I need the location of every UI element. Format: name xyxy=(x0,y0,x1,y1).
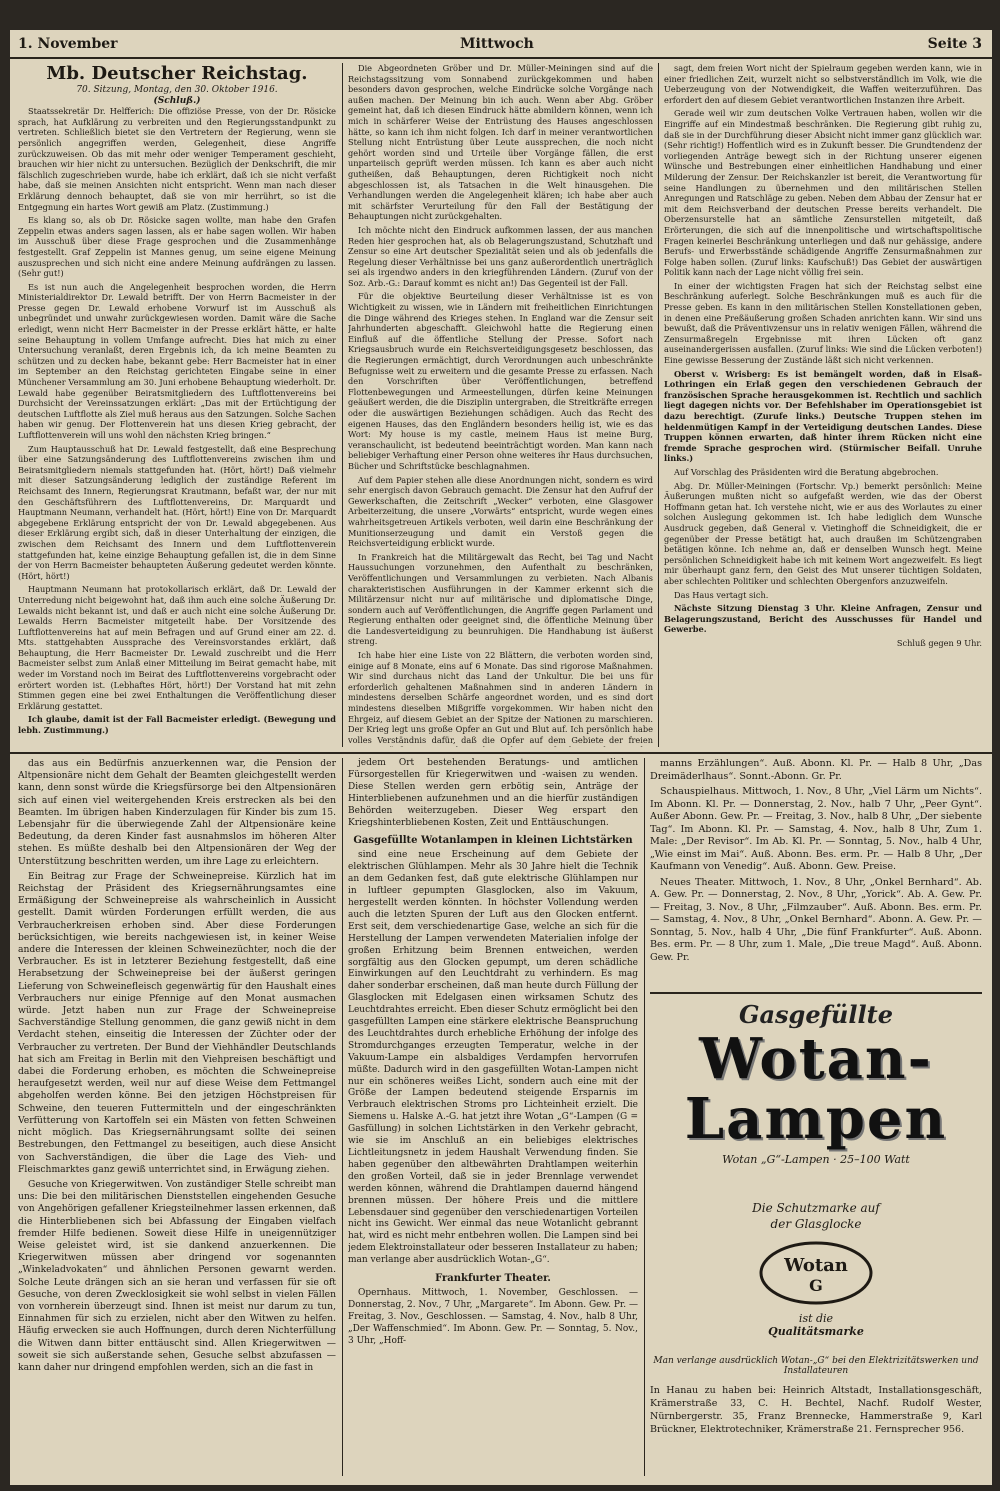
emblem-caption-line: ist die xyxy=(798,1312,834,1325)
ad-rule xyxy=(650,992,982,994)
reichstag-paragraph: Oberst v. Wrisberg: Es ist bemängelt worden, daß in Elsaß-Lothringen ein Erlaß gegen den verschiedenen Gebrauch der französischen Sprache herausgekommen ist. Rechtlich und sachlich liegt dagegen nichts vor. Der Befehlshaber im Operationsgebiet ist dazu berechtigt. (Zurufe links.) Deutsche Truppen stehen im heldenmütigen Kampf in der Verteidigung deutschen Landes. Diese Truppen können erwarten, daß hinter ihrem Rücken nicht eine fremde Sprache gesprochen wird. (Stürmischer Beifall. Unruhe links.) xyxy=(664,368,982,464)
reichstag-paragraph: Ich möchte nicht den Eindruck aufkommen lassen, der aus manchen Reden hier gesprochen hat, als ob Belagerungszustand, Schutzhaft und Zensur so eine Art deutscher Spezialität seien und als ob jedenfalls die Regelung dieser Verhältnisse bei uns ganz außerordentlich unerträglich sei als irgendwo anders in den kriegführenden Ländern. (Zuruf von der Soz. Arb.-G.: Darauf kommt es nicht an!) Das Gegenteil ist der Fall. xyxy=(348,224,653,288)
wotan-lamp-advertisement xyxy=(650,1000,982,1480)
emblem-caption-line: Qualitätsmarke xyxy=(768,1325,864,1338)
reichstag-paragraph: Abg. Dr. Müller-Meiningen (Fortschr. Vp.) bemerkt persönlich: Meine Äußerungen mußten nicht so aufgefaßt werden, wie das der Oberst Hoffmann getan hat. Ich verstehe nicht, wie er aus des Worlautes zu einer solchen Auslegung gekommen ist. Ich habe lediglich dem Wunsche Ausdruck gegeben, daß General v. Vietinghoff die Schneidigkeit, die er gegenüber der Presse betätigt hat, auch draußen im Schützengraben betätigen könne. Ich nehme an, daß er denselben Wunsch hegt. Meine persönlichen Schneidigkeit habe ich mit keinem Wort angezweifelt. Es liegt mir überhaupt ganz fern, den Geist des Mut unserer tüchtigen Soldaten, aber schlechten Politiker und schlechten Obergenfors anzuzweifeln. xyxy=(664,480,982,586)
lamp-article-heading: Gasgefüllte Wotanlampen in kleinen Lichtstärken xyxy=(353,835,633,847)
news-paragraph: das aus ein Bedürfnis anzuerkennen war, die Pension der Altpensionäre nicht dem Gehalt der Beamten gleichgestellt werden kann, denn sonst würde die Kriegsfürsorge bei den Altpensionären sich auf einen viel weitergehenden Kreis erstrecken als bei den Beamten. Im übrigen haben Kinderzulagen für Kinder bis zum 15. Lebensjahr für die überwiegende Zahl der Altpensionäre keine Bedeutung, da deren Kinder fast ausnahmslos im höheren Alter stehen. Es müßte deshalb bei den Altpensionären der Weg der Unterstützung beschritten werden, um ihre Lage zu erleichtern. xyxy=(18,758,336,867)
reichstag-paragraph: Staatssekretär Dr. Helfferich: Die offiziöse Presse, von der Dr. Rösicke sprach, hat Aufklärung zu verbreiten und den Regierungsstandpunkt zu vertreten. Schließlich bietet sie den Vertretern der Regierung, wenn sie persönlich angegriffen werden, Gelegenheit, diese Angriffe zurückzuweisen. Ob das mit mehr oder weniger Temperament geschieht, brauchen wir hier nicht zu untersuchen. Bezüglich der Denkschrift, die mir fälschlich zugeschrieben wurde, habe ich erklärt, daß ich sie nicht verfaßt habe, daß sie meinen Ansichten nicht entspricht. Wenn man nach dieser Erklärung dennoch behauptet, daß sie von mir herrührt, so ist die Entgegnung ein hartes Wort gewiß am Platz. (Zustimmung.) xyxy=(18,106,336,212)
reichstag-paragraph: Zum Hauptausschuß hat Dr. Lewald festgestellt, daß eine Besprechung über eine Satzungsänderung des Luftflottenvereins zwischen ihm und Beiratsmitgliedern niemals stattgefunden hat. (Hört, hört!) Daß vielmehr mit dieser Satzungsänderung lediglich der zuständige Referent im Reichsamt des Innern, Regierungsrat Krautmann, befaßt war, der nur mit den Geschäftsführern des Luftflottenvereins, Dr. Marquardt und Hauptmann Neumann, verhandelt hat. (Hört, hört!) Eine von Dr. Marquardt abgegebene Erklärung entspricht der von Dr. Lewald abgegebenen. Aus dieser Erklärung ergibt sich, daß in dieser Unterhaltung der einzigen, die zwischen dem Reichsamt des Innern und dem Luftflottenverein stattgefunden hat, keine einzige Behauptung gefallen ist, die in dem Sinne der von Herrn Bacmeister behaupteten Äußerung gedeutet werden könnte. (Hört, hört!) xyxy=(18,443,336,581)
header-page-number: Seite 3 xyxy=(927,36,982,52)
section-rule xyxy=(10,752,992,754)
local-news-column xyxy=(18,758,336,1478)
reichstag-paragraph: Hauptmann Neumann hat protokollarisch erklärt, daß Dr. Lewald der Unterredung nicht beigewohnt hat, daß ihm auch eine solche Äußerung Dr. Lewalds nicht bekannt ist, und daß er auch nicht eine solche Äußerung Dr. Lewalds Herrn Bacmeister mitgeteilt habe. Der Vorsitzende des Luftflottenvereins hat auf mein Befragen und auf Grund einer am 22. d. Mts. stattgehabten Aussprache des Vereinsvorstandes erklärt, daß Behauptung, die Herr Bacmeister Dr. Lewald zuschreibt und die Herr Bacmeister selbst zum Anlaß einer Mitteilung im Beirat gemacht habe, mit weder im Vorstand noch im Beirat des Luftflottenvereins vorgebracht oder erörtert worden ist. (Lebhaftes Hört, hört!) Der Vorstand hat mit zehn Stimmen gegen eine bei zwei Enthaltungen die Veröffentlichung dieser Erklärung gestattet. xyxy=(18,584,336,711)
news-paragraph: Gesuche von Kriegerwitwen. Von zuständiger Stelle schreibt man uns: Die bei den militärischen Dienststellen eingehenden Gesuche von Angehörigen gefallener Kriegsteilnehmer lassen erkennen, daß die Hinterbliebenen sich bei Abfassung der Eingaben vielfach fremder Hilfe bedienen. Soweit diese Hilfe in uneigennütziger Weise geleistet wird, ist sie dankend anzuerkennen. Die Kriegerwitwen müssen aber dringend vor sogenannten „Winkeladvokaten“ und ähnlichen Personen gewarnt werden. Solche Leute drängen sich an sie heran und verfassen für sie oft Gesuche, von deren Zwecklosigkeit sie wohl selbst in vielen Fällen von vornherein überzeugt sind. Ihnen ist meist nur darum zu tun, Einnahmen für sich zu erzielen, nicht aber den Witwen zu helfen. Häufig erwecken sie auch Hoffnungen, durch deren Nichterfüllung die Witwen dann bitter enttäuscht sind. Allen Kriegerwitwen — soweit sie sich außerstande sehen, Gesuche selbst abzufassen — kann daher nur dringend empfohlen werden, sich an die fast in xyxy=(18,1178,336,1373)
reichstag-continuation: (Schluß.) xyxy=(153,95,201,106)
reichstag-paragraph: Es klang so, als ob Dr. Rösicke sagen wollte, man habe den Grafen Zeppelin etwas anders sagen lassen, als er habe sagen wollen. Wir haben im Ausschuß über diese Frage gesprochen und die Zusammenhänge festgestellt. Graf Zeppelin ist Mannes genug, um seine eigene Meinung auszusprechen und sich nicht eine andere Meinung aufdrängen zu lassen. (Sehr gut!) xyxy=(18,215,336,279)
reichstag-title: Mb. Deutscher Reichstag. xyxy=(46,63,308,84)
reichstag-column xyxy=(18,63,336,747)
ad-trademark-caption xyxy=(650,1200,982,1232)
emblem-brand: Wotan xyxy=(784,1255,848,1276)
reichstag-paragraph: Die Abgeordneten Gröber und Dr. Müller-Meiningen sind auf die Reichstagssitzung vom Sonnabend zurückgekommen und haben besonders davon gesprochen, welche Eindrücke solche Vorgänge nach außen machen. Der Meinung bin ich auch. Wenn aber Abg. Gröber gemeint hat, daß ich diesen Eindruck hätte abmildern können, wenn ich mich in schärferer Weise der Entrüstung des Hauses angeschlossen hätte, so kann ich ihm nicht folgen. Ich darf in meiner verantwortlichen Stellung nicht Entrüstung über Leute aussprechen, die noch nicht gehört worden sind und Urteile über Vorgänge fällen, die erst unparteiisch geprüft werden müssen. Ich kann es aber auch nicht gutheißen, daß Behauptungen, deren Richtigkeit noch nicht abgeschlossen ist, als Tatsachen in die Welt hinausgehen. Die Verhandlungen werden die Angelegenheit klären; ich habe aber auch mit schärfster Verurteilung für den Fall der Bestätigung der Behauptungen nicht zurückgehalten. xyxy=(348,63,653,222)
reichstag-paragraph: Es ist nun auch die Angelegenheit besprochen worden, die Herrn Ministerialdirektor Dr. Lewald betrifft. Der von Herrn Bacmeister in der Presse gegen Dr. Lewald erhobene Vorwurf ist im Ausschuß als unbegründet und unwahr zurückgewiesen worden. Damit wäre die Sache erledigt, wenn nicht Herr Bacmeister in der Presse erklärt hätte, er halte seine Behauptung in vollem Umfange aufrecht. Dies hat mich zu einer Untersuchung veranlaßt, deren Ergebnis ich, da ich meine Beamten zu schützen und zu decken habe, bekannt gebe: Herr Bacmeister hat in einer im September an den Reichstag gerichteten Eingabe seine in einer Münchener Versammlung am 30. Juni erhobene Behauptung wiederholt. Dr. Lewald habe gegenüber Beiratsmitgliedern des Luftflottenvereins bei Durchsicht der Vereinssatzungen erklärt: „Das mit der Ertüchtigung der deutschen Luftflotte als Ziel muß heraus aus den Satzungen. Solche Sachen haben wir genug. Der Flottenverein hat uns diesen Krieg gebracht, der Luftflottenverein will uns wohl den nächsten Krieg bringen.“ xyxy=(18,281,336,440)
reichstag-paragraph: Gerade weil wir zum deutschen Volke Vertrauen haben, wollen wir die Eingriffe auf ein Mindestmaß beschränken. Die Regierung gibt ruhig zu, daß sie in der Durchführung dieser Absicht nicht immer ganz glücklich war. (Sehr richtig!) Hoffentlich wird es in Zukunft besser. Die Grundtendenz der vorliegenden Anträge bewegt sich in der Richtung unserer eigenen Wünsche und Bestrebungen einer einheitlichen Handhabung und einer Milderung der Zensur. Der Reichskanzler ist bereit, die Verantwortung für seine Handlungen zu übernehmen und den militärischen Stellen Anregungen und Ratschläge zu geben. Neben dem Abbau der Zensur hat er mit dem Reichsverband der deutschen Presse bereits verhandelt. Die Oberzensurstelle hat an sämtliche Zensurstellen mitgeteilt, daß Erörterungen, die sich auf die innenpolitische und wirtschaftspolitische Fragen keinerlei Beschränkung unterliegen und daß nur gehässige, andere Berufs- und Erwerbsstände schädigende Angriffe Zensurmaßnahmen zur Folge haben sollen. (Zuruf links: Kaufschuß!) Das Gebiet der auswärtigen Politik kann nach der Lage nicht völlig frei sein. xyxy=(664,108,982,278)
news-paragraph: jedem Ort bestehenden Beratungs- und amtlichen Fürsorgestellen für Kriegerwitwen und -waisen zu wenden. Diese Stellen werden gern erbötig sein, Anträge der Hinterbliebenen aufzunehmen und an die hierfür zuständigen Behörden weiterzugeben. Dieser Weg erspart den Kriegshinterbliebenen Kosten, Zeit und Enttäuschungen. xyxy=(348,758,638,828)
column-rule xyxy=(644,758,645,1476)
reichstag-paragraph: In einer der wichtigsten Fragen hat sich der Reichstag selbst eine Beschränkung auferlegt. Solche Beschränkungen muß es auch für die Presse geben. Es kann in den militärischen Stellen Konstellationen geben, in denen eine Preßäußerung großen Schaden anrichten kann. Wir sind uns bewußt, daß die Präventivzensur uns in relativ wenigen Fällen, während die Zensurmaßregeln Ergebnisse mit ihren Lücken oft ganz auseinandergerissen ausfallen. (Zuruf links: Wie sind die Lücken verboten!) Eine gewisse Besserung der Zustände läßt sich nicht verkennen. xyxy=(664,280,982,366)
theater-column xyxy=(650,758,982,990)
bulb-emblem-icon xyxy=(756,1238,876,1308)
ad-headline: Gasgefüllte xyxy=(739,1000,893,1029)
emblem-caption xyxy=(650,1312,982,1338)
newspaper-page xyxy=(10,30,992,1485)
reichstag-column-3 xyxy=(664,63,982,747)
theater-listing: Opernhaus. Mittwoch, 1. November, Geschlossen. — Donnerstag, 2. Nov., 7 Uhr, „Margarete“. Im Abonn. Gew. Pr. — Freitag, 3. Nov., Geschlossen. — Samstag, 4. Nov., halb 8 Uhr, „Der Waffenschmied“. Im Abonn. Gew. Pr. — Sonntag, 5. Nov., 3 Uhr, „Hoff- xyxy=(348,1287,638,1346)
reichstag-paragraph: Auf dem Papier stehen alle diese Anordnungen nicht, sondern es wird sehr energisch davon Gebrauch gemacht. Die Zensur hat den Aufruf der Gewerkschaften, die Zeitschrift „Wecker“ verboten, eine Glasgower Arbeiterzeitung, die unsere „Vorwärts“ entspricht, wurde wegen eines wahrheitsgetreuen Artikels verboten, weil darin eine Beschränkung der Munitionserzeugung und damit ein Verstoß gegen die Reichsverteidigung erblickt wurde. xyxy=(348,474,653,549)
header-weekday: Mittwoch xyxy=(460,36,534,52)
theater-heading: Frankfurter Theater. xyxy=(435,1273,551,1285)
wotan-emblem xyxy=(756,1238,876,1308)
ad-brand-line-1: Wotan- xyxy=(699,1026,933,1092)
reichstag-session: 70. Sitzung, Montag, den 30. Oktober 1916. xyxy=(76,85,278,95)
column-rule xyxy=(342,758,343,1476)
theater-listing: manns Erzählungen“. Auß. Abonn. Kl. Pr. — Halb 8 Uhr, „Das Dreimäderlhaus“. Sonnt.-Abonn. Gr. Pr. xyxy=(650,758,982,782)
reichstag-paragraph: Nächste Sitzung Dienstag 3 Uhr. Kleine Anfragen, Zensur und Belagerungszustand, Bericht des Ausschusses für Handel und Gewerbe. xyxy=(664,603,982,635)
ad-specification: Wotan „G“-Lampen · 25–100 Watt xyxy=(722,1153,910,1166)
reichstag-paragraph: Ich habe hier eine Liste von 22 Blättern, die verboten worden sind, einige auf 8 Monate, eins auf 6 Monate. Das sind rigorose Maßnahmen. Wir sind durchaus nicht das Land der Unkultur. Die bei uns für erforderlich gehaltenen Maßnahmen sind in anderen Ländern in mindestens derselben Schärfe angeordnet worden, und es sind dort mindestens dieselben Mißgriffe vorgekommen. Wir haben nicht den Ehrgeiz, auf diesem Gebiet an der Spitze der Nationen zu marschieren. Der Krieg legt uns große Opfer an Gut und Blut auf. Ich persönlich habe volles Verständnis dafür, daß die Opfer auf dem Gebiete der freien xyxy=(348,650,653,745)
header-rule xyxy=(10,57,992,59)
ad-trademark-caption-line: Die Schutzmarke auf xyxy=(752,1201,880,1215)
reichstag-column-2 xyxy=(348,63,653,747)
ad-brand-line-2: Lampen xyxy=(684,1086,948,1152)
reichstag-paragraph: sagt, dem freien Wort nicht der Spielraum gegeben werden kann, wie in einer friedlichen Zeit, wurzelt nicht so selbstverständlich im Volk, wie die Ueberzeugung von der Notwendigkeit, die Waffen weiterzuführen. Das erfordert den auf diesem Gebiet verantwortlichen Instanzen ihre Arbeit. xyxy=(664,63,982,105)
reichstag-paragraph: Ich glaube, damit ist der Fall Bacmeister erledigt. (Bewegung und lebh. Zustimmung.) xyxy=(18,714,336,736)
ad-trademark-caption-line: der Glasglocke xyxy=(770,1217,862,1231)
header-date: 1. November xyxy=(18,36,118,52)
reichstag-paragraph: Schluß gegen 9 Uhr. xyxy=(896,637,982,648)
reichstag-paragraph: Das Haus vertagt sich. xyxy=(674,589,769,600)
column-rule xyxy=(342,63,343,747)
lamp-article-text: sind eine neue Erscheinung auf dem Gebiete der elektrischen Glühlampen. Mehr als 30 Jahre hielt die Technik an dem Gedanken fest, daß gute elektrische Glühlampen nur in luftleer gepumpten Glasglocken, also im Vakuum, hergestellt werden könnten. In höchster Vollendung werden auch die letzten Spuren der Luft aus den Glocken entfernt. Erst seit, dem verschiedenartige Gase, welche an sich für die Herstellung der Lampen verwendeten Materialien infolge der großen Erhitzung beim Brennen entweichen, werden sorgfältig aus den Glocken gepumpt, um deren schädliche Einwirkungen auf den Leuchtdraht zu verhindern. Es mag daher sonderbar erscheinen, daß man heute durch Füllung der Glasglocken mit Edelgasen einen wirksamen Schutz des Leuchtdrahtes erreicht. Eben dieser Schutz ermöglicht bei den gasgefüllten Lampen eine stärkere elektrische Beanspruchung des Leuchtdrahtes durch erhebliche Erhöhung der infolge des Stromdurchganges erzeugten Temperatur, welche in der Vakuum-Lampe ein alsbaldiges Verdampfen hervorrufen müßte. Dadurch wird in den gasgefüllten Wotan-Lampen nicht nur ein schöneres weißes Licht, sondern auch eine mit der Größe der Lampen bedeutend steigende Ersparnis im Verbrauch elektrischen Stroms pro Lichteinheit erzielt. Die Siemens u. Halske A.-G. hat jetzt ihre Wotan „G“-Lampen (G = Gasfüllung) in solchen Lichtstärken in den Verkehr gebracht, wie sie im Anschluß an ein beliebiges elektrisches Lichtleitungsnetz in jedem Haushalt Verwendung finden. Sie haben gegenüber den altbewährten Drahtlampen weiterhin den großen Vorteil, daß sie in jeder Brennlage verwendet werden können, während die Drahtlampen dauernd hängend brennen müssen. Der höhere Preis und die mittlere Lebensdauer sind gegenüber den verschiedenartigen Vorteilen nicht ins Gewicht. Wer einmal das neue Wotanlicht gebrannt hat, wird es nicht mehr entbehren wollen. Die Lampen sind bei jedem Elektroinstallateur oder besseren Installateur zu haben; man verlange aber ausdrücklich Wotan-„G“. xyxy=(348,850,638,1266)
column-rule xyxy=(658,63,659,747)
news-paragraph: Ein Beitrag zur Frage der Schweinepreise. Kürzlich hat im Reichstag der Präsident des Kriegsernährungsamtes eine Ermäßigung der Schweinepreise als wahrscheinlich in Aussicht gestellt. Damit würden Forderungen erfüllt werden, die aus Verbraucherkreisen erhoben sind. Aber diese Forderungen berücksichtigen, wie bereits nachgewiesen ist, in keiner Weise andere die Interessen der kleinen Schweinezüchter, noch die der Verbraucher. Es ist in letzterer Beziehung festgestellt, daß eine Herabsetzung der Schweinepreise bei der äußerst geringen Lieferung von Schweinefleisch gegenwärtig für den Haushalt eines Verbrauchers nur einige Pfennige auf den Monat ausmachen würde. Jetzt haben nun zur Frage der Schweinepreise Sachverständige Stellung genommen, die ganz gewiß nicht in dem Verdacht stehen, einseitig die Interessen der Züchter oder der Verbraucher zu vertreten. Der Bund der Viehhändler Deutschlands hat sich am Freitag in Berlin mit den Viehpreisen beschäftigt und dabei die Forderung erhoben, es möchten die Schweinepreise heraufgesetzt werden, weil nur auf diese Weise dem Fettmangel abgeholfen werden könne. Bei den jetzigen Höchstpreisen für Schweine, den teueren Futtermitteln und der eingeschränkten Verfütterung von Kartoffeln sei ein Mästen von fetten Schweinen nicht möglich. Das Kriegsernährungsamt sollte dei seinen Bestrebungen, den Fettmangel zu beseitigen, auch diese Ansicht von Sachverständigen, die über die Lage des Vieh- und Fleischmarktes ganz gewiß unterrichtet sind, in Erwägung ziehen. xyxy=(18,870,336,1175)
ad-notice: Man verlange ausdrücklich Wotan-„G“ bei den Elektrizitätswerken und Installateuren xyxy=(653,1356,979,1376)
ad-dealer-addresses: In Hanau zu haben bei: Heinrich Altstadt, Installationsgeschäft, Krämerstraße 33, C. H. Bechtel, Nachf. Rudolf Wester, Nürnbergerstr. 35, Franz Brennecke, Hammerstraße 9, Karl Brückner, Elektrotechniker, Krämerstraße 21. Fernsprecher 956. xyxy=(650,1385,982,1435)
reichstag-paragraph: In Frankreich hat die Militärgewalt das Recht, bei Tag und Nacht Haussuchungen vorzunehmen, den Aufenthalt zu beschränken, Veröffentlichungen und Versammlungen zu verbieten. Nach Albanis charakteristischen Ausführungen in der Kammer erkennt sich die Militärzensur nicht nur auf militärische und diplomatische Dinge, sondern auch auf Veröffentlichungen, die Angriffe gegen Parlament und Regierung enthalten oder geeignet sind, die öffentliche Meinung über die Landesverteidigung zu beunruhigen. Die Handhabung ist äußerst streng. xyxy=(348,551,653,647)
theater-listing: Schauspielhaus. Mittwoch, 1. Nov., 8 Uhr, „Viel Lärm um Nichts“. Im Abonn. Kl. Pr. — Donnerstag, 2. Nov., halb 7 Uhr, „Peer Gynt“. Außer Abonn. Gew. Pr. — Freitag, 3. Nov., halb 8 Uhr, „Der siebente Tag“. Im Abonn. Kl. Pr. — Samstag, 4. Nov., halb 8 Uhr, Zum 1. Male: „Der Revisor“. Im Ab. Kl. Pr. — Sonntag, 5. Nov., halb 4 Uhr, „Wie einst im Mai“. Auß. Abonn. Bes. erm. Pr. — Halb 8 Uhr, „Der Kaufmann von Venedig“. Auß. Abonn. Gew. Preise. xyxy=(650,786,982,872)
theater-listing: Neues Theater. Mittwoch, 1. Nov., 8 Uhr, „Onkel Bernhard“. Ab. A. Gew. Pr. — Donnerstag, 2. Nov., 8 Uhr, „Yorick“. Ab. A. Gew. Pr. — Freitag, 3. Nov., 8 Uhr, „Filmzauber“. Auß. Abonn. Bes. erm. Pr. — Samstag, 4. Nov., 8 Uhr, „Onkel Bernhard“. Abonn. A. Gew. Pr. — Sonntag, 5. Nov., halb 4 Uhr, „Die fünf Frankfurter“. Auß. Abonn. Bes. erm. Pr. — 8 Uhr, zum 1. Male, „Die treue Magd“. Auß. Abonn. Gew. Pr. xyxy=(650,876,982,963)
emblem-letter: G xyxy=(809,1276,823,1295)
reichstag-paragraph: Für die objektive Beurteilung dieser Verhältnisse ist es von Wichtigkeit zu wissen, wie in Ländern mit freiheitlichen Einrichtungen die Dinge während des Krieges stehen. In England war die Zensur seit Jahrhunderten abgeschafft. Gleichwohl hatte die Regierung einen Einfluß auf die öffentliche Stellung der Presse. Sofort nach Kriegsausbruch wurde ein Reichsverteidigungsgesetz beschlossen, das die Regierungen ermächtigt, durch Verordnungen auch unbeschränkte Befugnisse weit zu erweitern und die gesamte Presse zu erfassen. Nach den Vorschriften über Veröffentlichungen, betreffend Flottenbewegungen und Armeestellungen, dürfen keine Meinungen geäußert werden, die die Disziplin untergraben, die Streitkräfte erregen oder die auswärtigen Beziehungen schädigen. Auch das Recht des eigenen Hauses, das den Engländern besonders heilig ist, wie es das Wort: My house is my castle, meinem Haus ist meine Burg, veranschaulicht, ist bedeutend beeinträchtigt worden. Man kann nach beliebiger Verhaftung einer Person ohne weiteres ihr Haus durchsuchen, Bücher und Schriftstücke beschlagnahmen. xyxy=(348,291,653,471)
reichstag-paragraph: Auf Vorschlag des Präsidenten wird die Beratung abgebrochen. xyxy=(674,466,939,477)
lamp-article-column xyxy=(348,758,638,1478)
